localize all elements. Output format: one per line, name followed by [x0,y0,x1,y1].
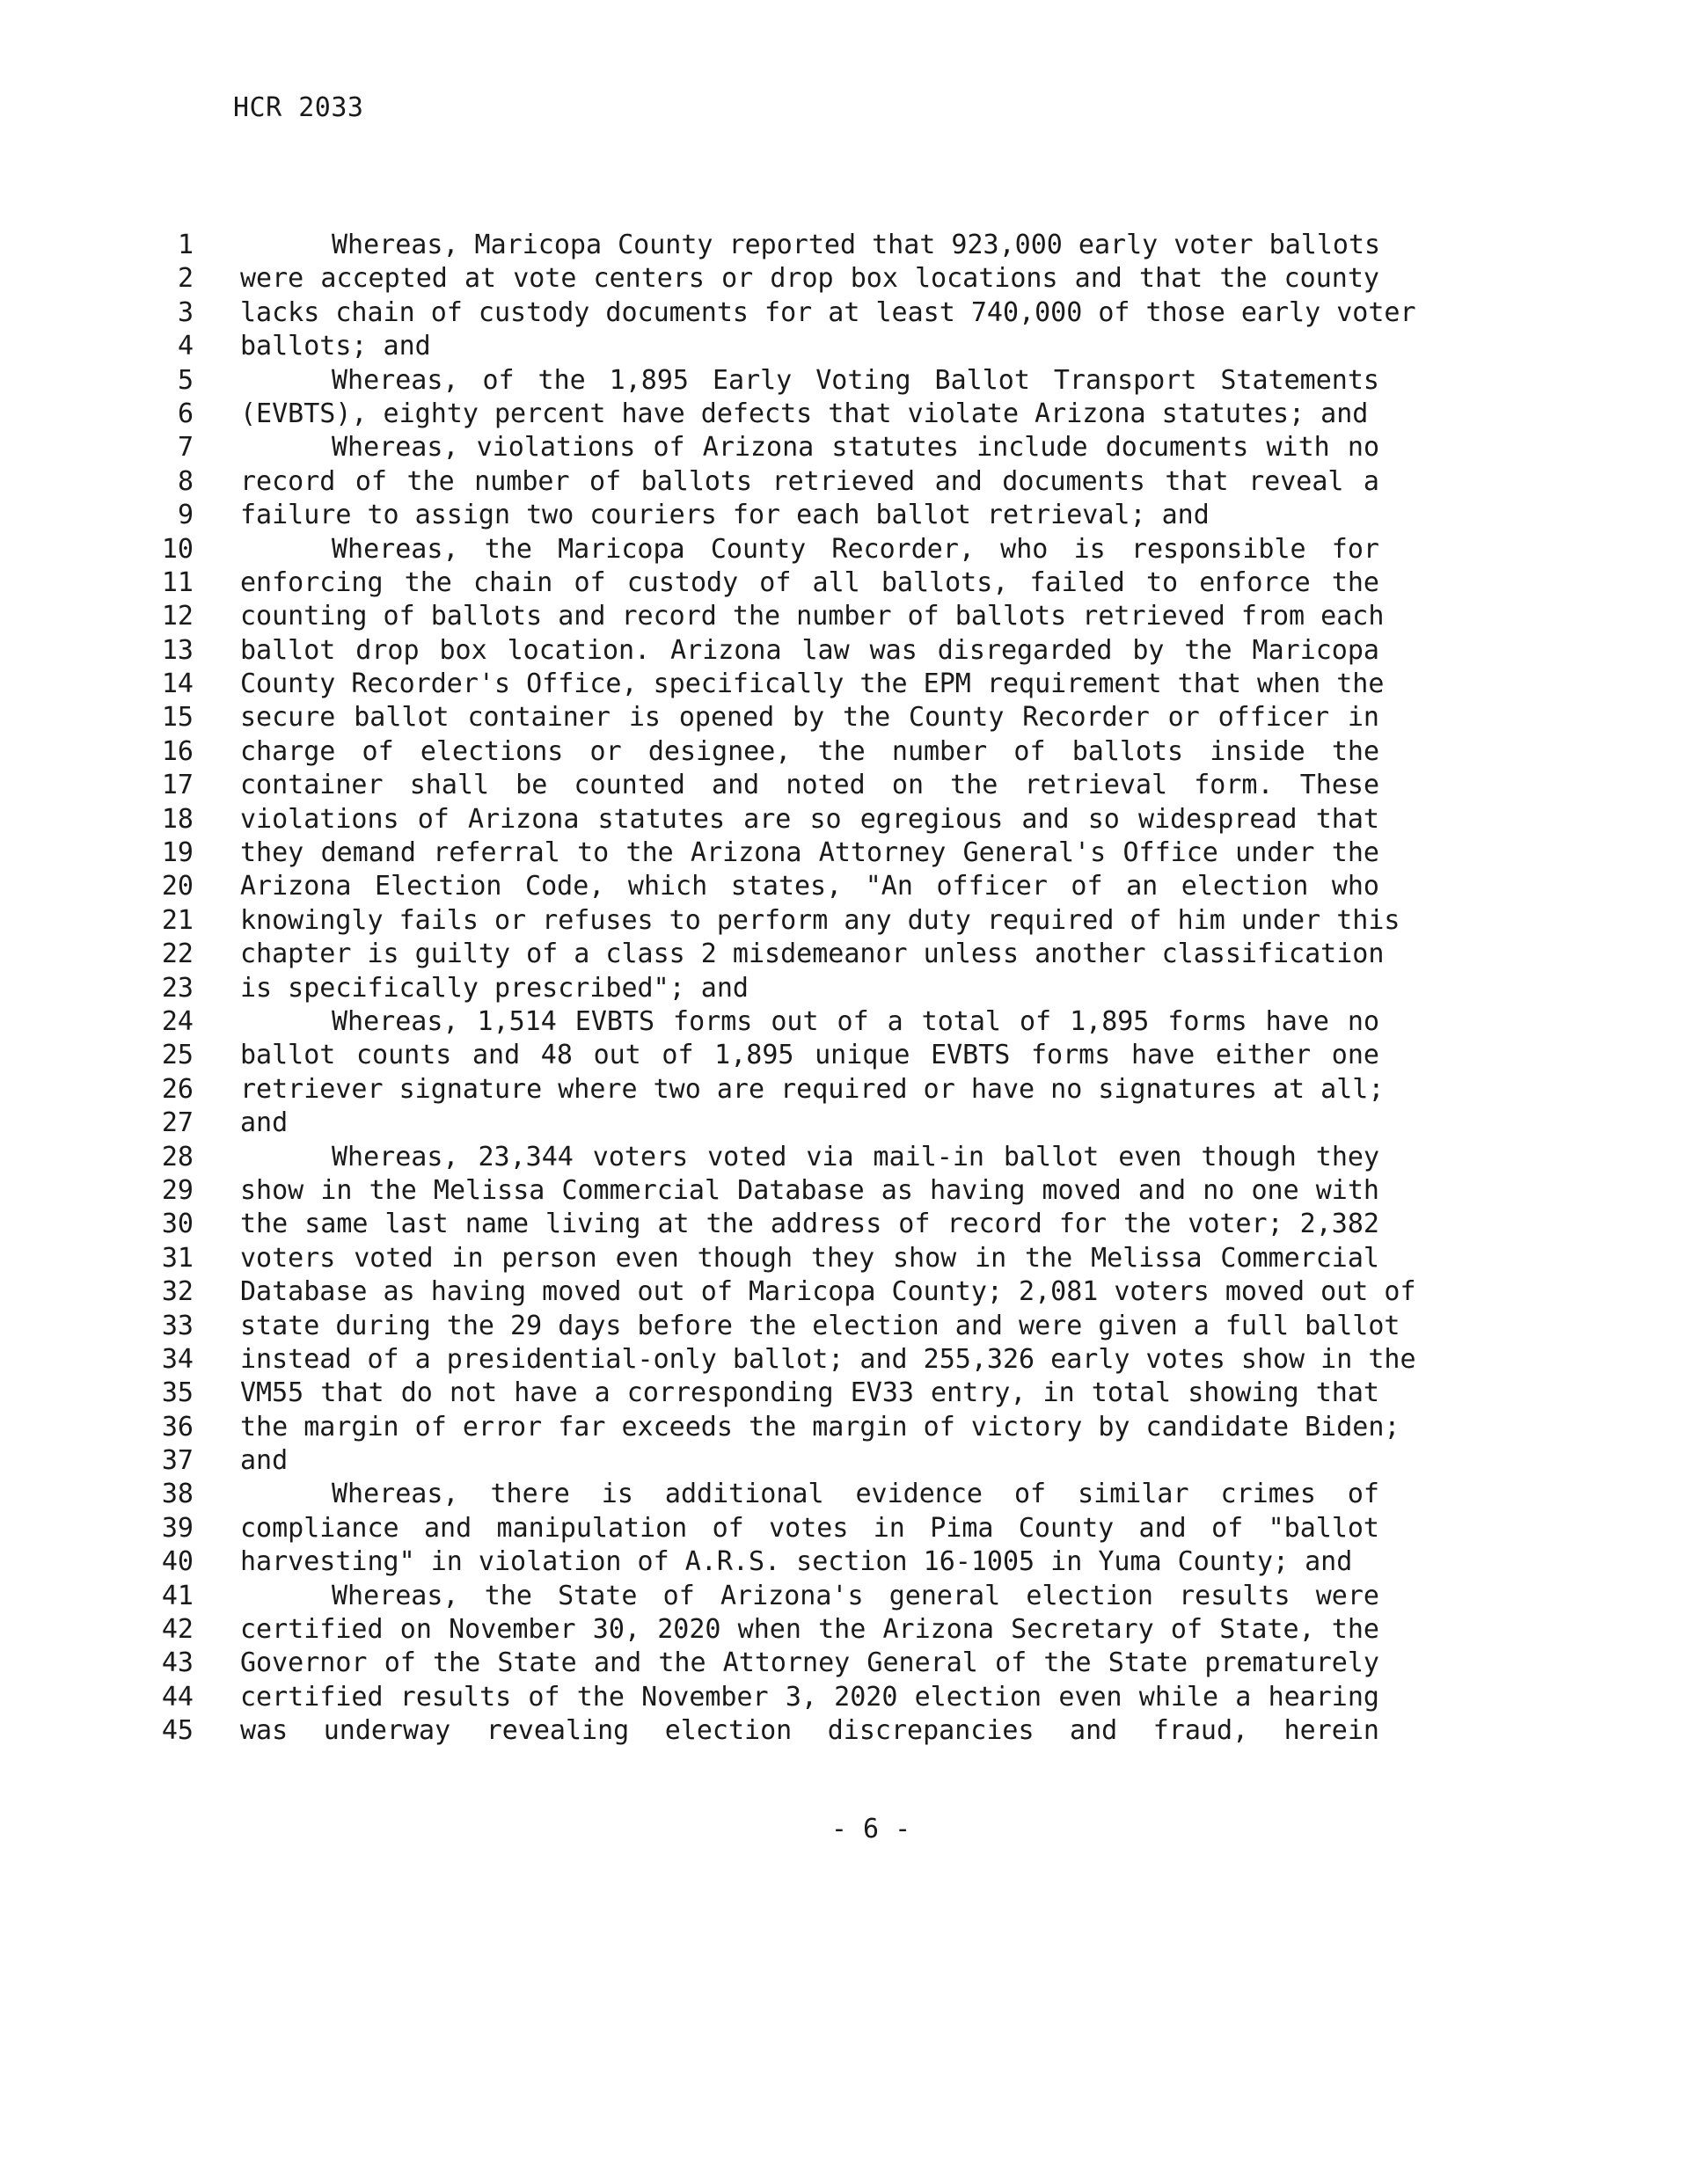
line-number: 24 [161,1005,194,1037]
text-line [0,533,1689,566]
line-text: show in the Melissa Commercial Database as having moved and no one with [240,1174,1379,1206]
line-text: ballot counts and 48 out of 1,895 unique EVBTS forms have either one [240,1040,1379,1071]
line-text: instead of a presidential-only ballot; and 255,326 early votes show in the [240,1343,1416,1375]
line-text: Whereas, 1,514 EVBTS forms out of a total of 1,895 forms have no [332,1005,1379,1037]
line-text: Whereas, there is additional evidence of similar crimes of [332,1479,1379,1510]
text-line [0,1512,1689,1545]
line-number: 16 [161,735,194,767]
line-number: 31 [161,1242,194,1274]
line-text: and [240,1445,289,1477]
line-text: Whereas, the Maricopa County Recorder, who is responsible for [332,533,1379,565]
text-line [0,1141,1689,1174]
line-text: counting of ballots and record the number of ballots retrieved from each [240,601,1385,632]
line-number: 40 [161,1546,194,1578]
text-line [0,1174,1689,1208]
text-line [0,431,1689,464]
text-line [0,364,1689,398]
line-number: 34 [161,1343,194,1375]
line-text: Whereas, violations of Arizona statutes include documents with no [332,432,1379,464]
line-number: 1 [177,230,194,260]
line-text: compliance and manipulation of votes in Pima County and of "ballot [240,1512,1379,1544]
line-text: Database as having moved out of Maricopa County; 2,081 voters moved out of [240,1276,1416,1308]
bill-identifier: HCR 2033 [233,92,364,123]
line-number: 6 [177,398,194,429]
line-number: 9 [177,500,194,531]
line-number: 3 [177,296,194,328]
line-number: 15 [161,702,194,734]
text-line [0,634,1689,668]
text-line [0,499,1689,532]
line-text: and [240,1107,289,1139]
line-text: lacks chain of custody documents for at least 740,000 of those early voter [240,296,1416,328]
text-line [0,1107,1689,1140]
text-line [0,600,1689,633]
text-line [0,1444,1689,1478]
line-text: Whereas, 23,344 voters voted via mail-in ballot even though they [332,1141,1379,1172]
text-line [0,1478,1689,1511]
line-text: knowingly fails or refuses to perform any duty required of him under this [240,904,1400,936]
line-number: 11 [161,566,194,598]
line-number: 21 [161,904,194,936]
line-text: record of the number of ballots retrieved and documents that reveal a [240,465,1379,497]
text-line [0,1073,1689,1107]
text-line [0,1580,1689,1613]
text-line [0,262,1689,296]
text-line [0,1310,1689,1343]
line-text: Whereas, of the 1,895 Early Voting Ballot Transport Statements [332,364,1379,396]
text-line [0,1647,1689,1680]
line-number: 22 [161,939,194,970]
text-line [0,330,1689,363]
line-number: 44 [161,1681,194,1713]
line-text: certified results of the November 3, 2020 election even while a hearing [240,1681,1379,1713]
line-number: 32 [161,1276,194,1308]
text-line [0,1343,1689,1377]
line-number: 5 [177,364,194,396]
line-number: 25 [161,1040,194,1071]
line-number: 19 [161,837,194,869]
text-line [0,735,1689,769]
text-line [0,1208,1689,1241]
line-number: 37 [161,1445,194,1477]
line-number: 39 [161,1512,194,1544]
line-number: 26 [161,1073,194,1105]
text-line [0,701,1689,734]
line-text: certified on November 30, 2020 when the Arizona Secretary of State, the [240,1614,1379,1646]
line-number: 33 [161,1310,194,1341]
line-number: 20 [161,871,194,902]
line-number: 38 [161,1479,194,1510]
line-text: Governor of the State and the Attorney General of the State prematurely [240,1647,1379,1679]
text-line [0,1681,1689,1714]
line-text: County Recorder's Office, specifically the EPM requirement that when the [240,668,1385,700]
text-line [0,904,1689,938]
text-line [0,465,1689,499]
line-text: the margin of error far exceeds the margin of victory by candidate Biden; [240,1411,1400,1443]
text-line [0,769,1689,802]
line-text: ballots; and [240,331,431,362]
line-number: 2 [177,263,194,295]
line-text: chapter is guilty of a class 2 misdemeanor unless another classification [240,939,1385,970]
line-text: Whereas, the State of Arizona's general election results were [332,1580,1379,1611]
text-line [0,296,1689,330]
line-number: 36 [161,1411,194,1443]
text-line [0,870,1689,903]
line-text: Whereas, Maricopa County reported that 923,000 early voter ballots [332,230,1381,260]
line-number: 42 [161,1614,194,1646]
line-number: 12 [161,601,194,632]
line-number: 28 [161,1141,194,1172]
line-number: 23 [161,972,194,1004]
line-text: the same last name living at the address of record for the voter; 2,382 [240,1209,1379,1240]
line-text: container shall be counted and noted on the retrieval form. These [240,770,1379,801]
line-text: retriever signature where two are required or have no signatures at all; [240,1073,1385,1105]
line-number: 27 [161,1107,194,1139]
line-text: failure to assign two couriers for each ballot retrieval; and [240,500,1210,531]
text-line [0,566,1689,600]
line-number: 18 [161,803,194,835]
text-line [0,972,1689,1005]
line-number: 45 [161,1715,194,1747]
line-text: Arizona Election Code, which states, "An officer of an election who [240,871,1379,902]
line-text: is specifically prescribed"; and [240,972,749,1004]
line-text: (EVBTS), eighty percent have defects that violate Arizona statutes; and [240,398,1369,429]
numbered-text-body [0,229,1689,1749]
line-text: were accepted at vote centers or drop box locations and that the county [240,263,1379,295]
line-text: charge of elections or designee, the number of ballots inside the [240,735,1379,767]
line-number: 4 [177,331,194,362]
line-number: 8 [177,465,194,497]
text-line [0,1242,1689,1275]
text-line [0,1613,1689,1647]
text-line [0,803,1689,836]
text-line [0,229,1689,262]
line-text: they demand referral to the Arizona Attorney General's Office under the [240,837,1379,869]
line-number: 10 [161,533,194,565]
text-line [0,938,1689,971]
line-text: harvesting" in violation of A.R.S. section 16-1005 in Yuma County; and [240,1546,1353,1578]
line-text: ballot drop box location. Arizona law was disregarded by the Maricopa [240,634,1379,666]
text-line [0,398,1689,431]
line-text: voters voted in person even though they show in the Melissa Commercial [240,1242,1379,1274]
text-line [0,1005,1689,1039]
line-text: violations of Arizona statutes are so egregious and so widespread that [240,803,1379,835]
line-number: 29 [161,1174,194,1206]
line-number: 30 [161,1209,194,1240]
line-number: 7 [177,432,194,464]
line-text: secure ballot container is opened by the County Recorder or officer in [240,702,1379,734]
line-number: 17 [161,770,194,801]
line-number: 14 [161,668,194,700]
line-text: VM55 that do not have a corresponding EV33 entry, in total showing that [240,1377,1379,1409]
line-number: 35 [161,1377,194,1409]
line-number: 43 [161,1647,194,1679]
text-line [0,668,1689,701]
text-line [0,1545,1689,1579]
text-line [0,836,1689,870]
line-text: enforcing the chain of custody of all ballots, failed to enforce the [240,566,1379,598]
text-line [0,1411,1689,1444]
page-number: - 6 - [830,1814,911,1844]
text-line [0,1377,1689,1410]
text-line [0,1039,1689,1072]
line-number: 41 [161,1580,194,1611]
line-text: state during the 29 days before the election and were given a full ballot [240,1310,1400,1341]
text-line [0,1275,1689,1309]
text-line [0,1714,1689,1748]
line-number: 13 [161,634,194,666]
line-text: was underway revealing election discrepancies and fraud, herein [240,1715,1379,1747]
